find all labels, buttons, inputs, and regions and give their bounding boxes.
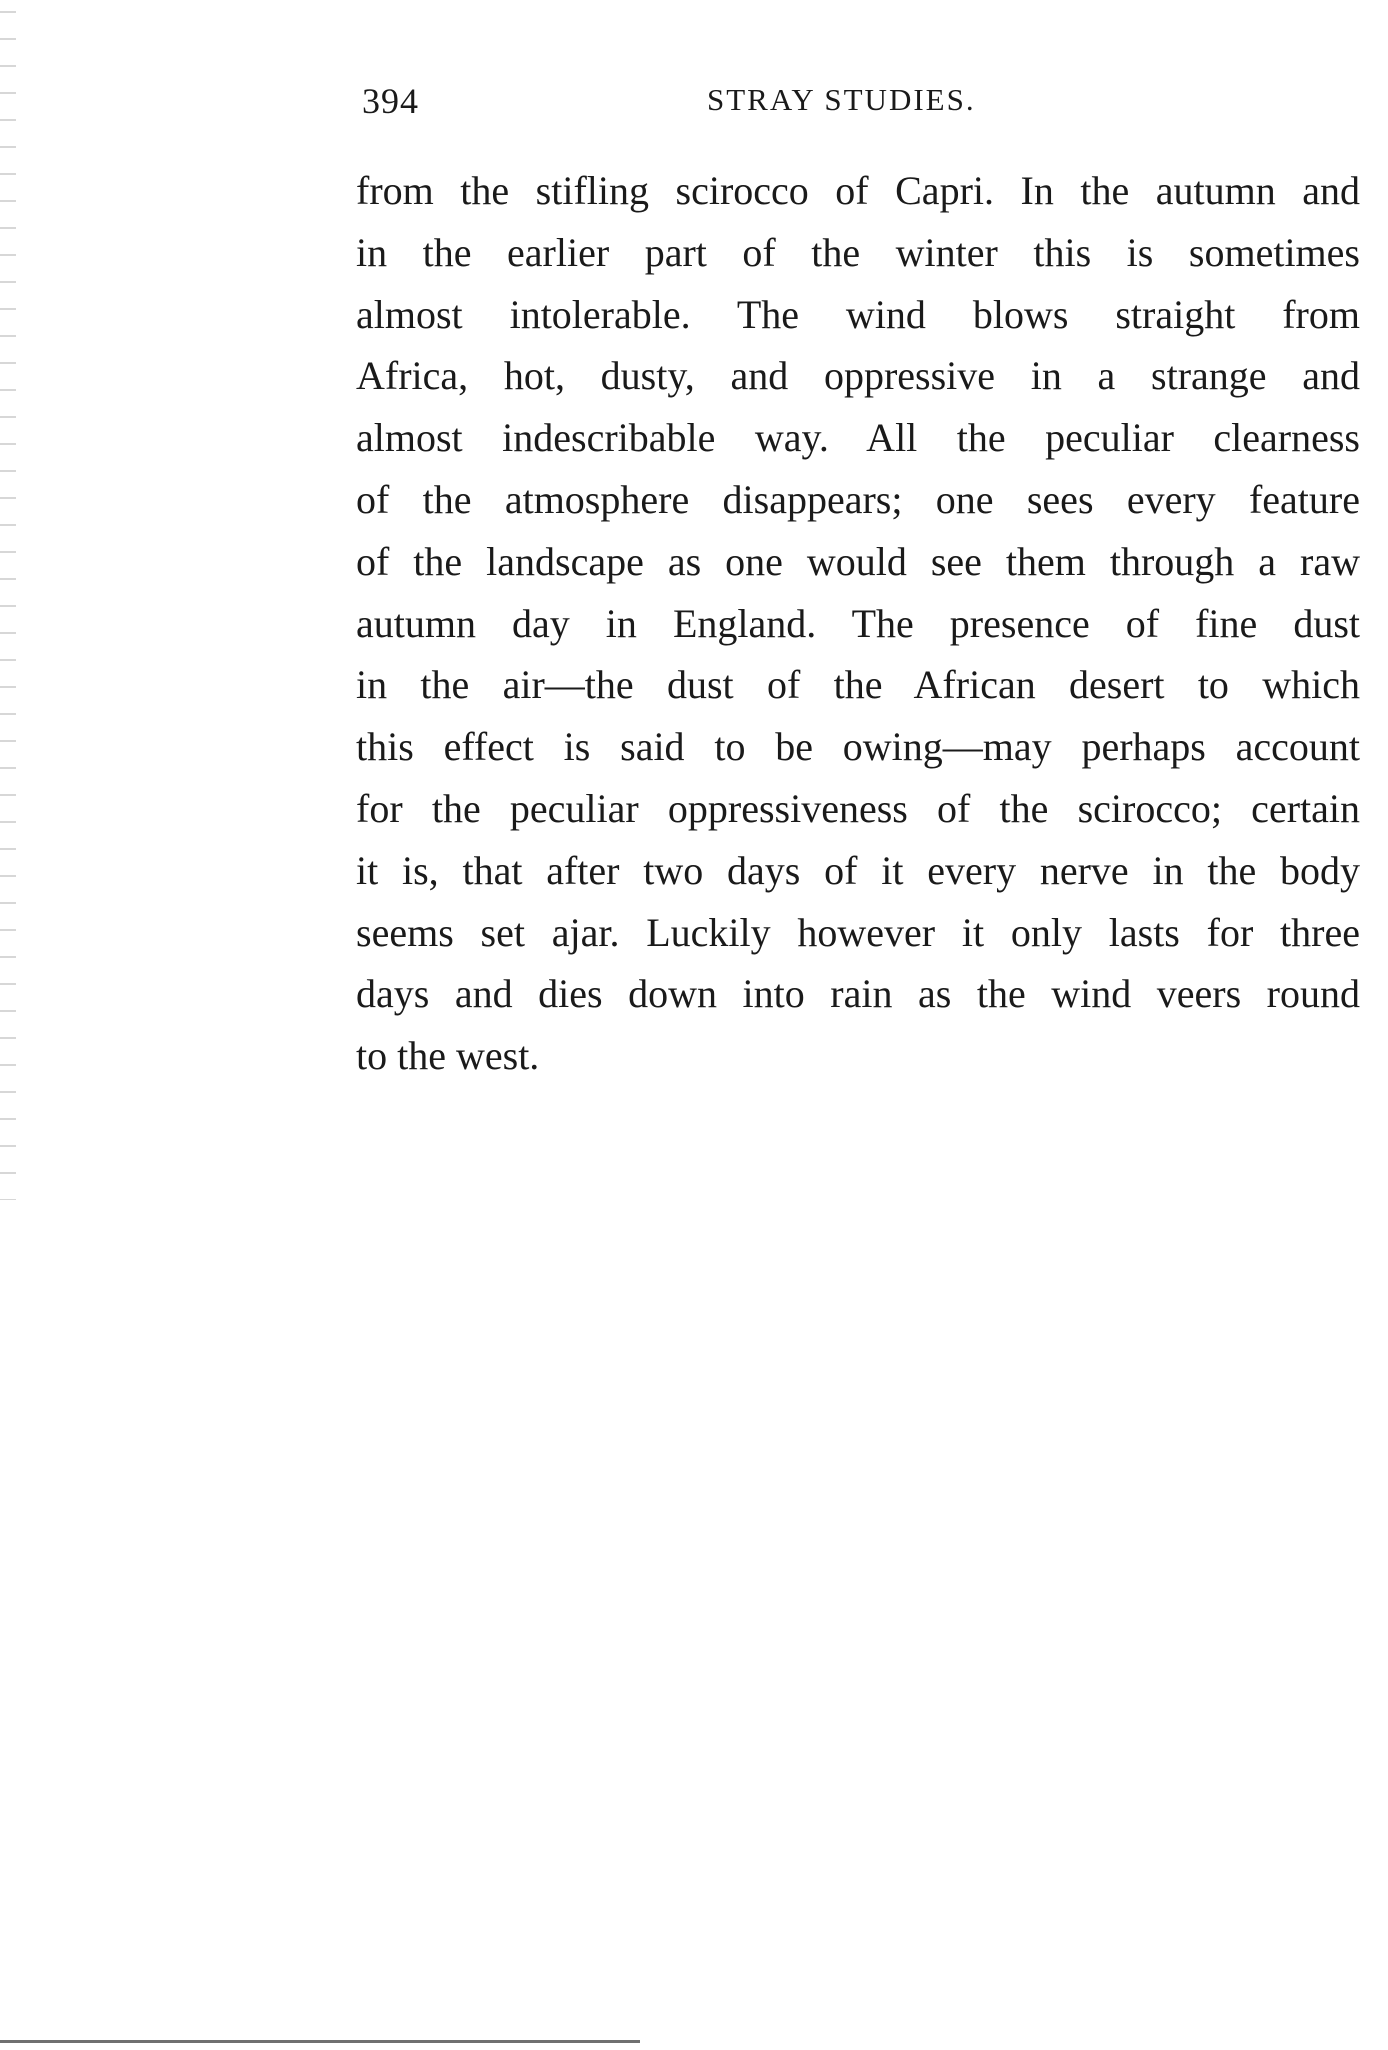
text-line: from the stifling scirocco of Capri. In the autumn and — [356, 168, 1360, 213]
text-line: for the peculiar oppressiveness of the scirocco; certain — [356, 785, 1360, 831]
text-line: almost indescribable way. All the peculiar clearness — [356, 415, 1360, 461]
scan-edge-marks — [0, 0, 16, 1200]
page-number: 394 — [362, 81, 419, 121]
text-line: of the atmosphere disappears; one sees every feature — [356, 476, 1360, 522]
text-line: this effect is said to be owing—may perhaps account — [356, 724, 1360, 770]
text-line: in the air—the dust of the African desert to which — [356, 662, 1360, 708]
text-line: days and dies down into rain as the wind veers round — [356, 971, 1360, 1017]
running-head — [362, 80, 1348, 130]
text-line: in the earlier part of the winter this is sometimes — [356, 229, 1360, 275]
text-line: seems set ajar. Luckily however it only lasts for three — [356, 909, 1360, 955]
text-line: almost intolerable. The wind blows straight from — [356, 291, 1360, 337]
text-line: it is, that after two days of it every nerve in the body — [356, 847, 1360, 893]
text-line: Africa, hot, dusty, and oppressive in a strange and — [356, 353, 1360, 399]
scan-bottom-edge — [0, 2040, 640, 2043]
text-line: autumn day in England. The presence of fine dust — [356, 600, 1360, 646]
body-paragraph — [356, 160, 1360, 1087]
text-line: of the landscape as one would see them through a raw — [356, 538, 1360, 584]
text-line: to the west. — [356, 1033, 540, 1079]
running-title: STRAY STUDIES. — [707, 82, 976, 117]
